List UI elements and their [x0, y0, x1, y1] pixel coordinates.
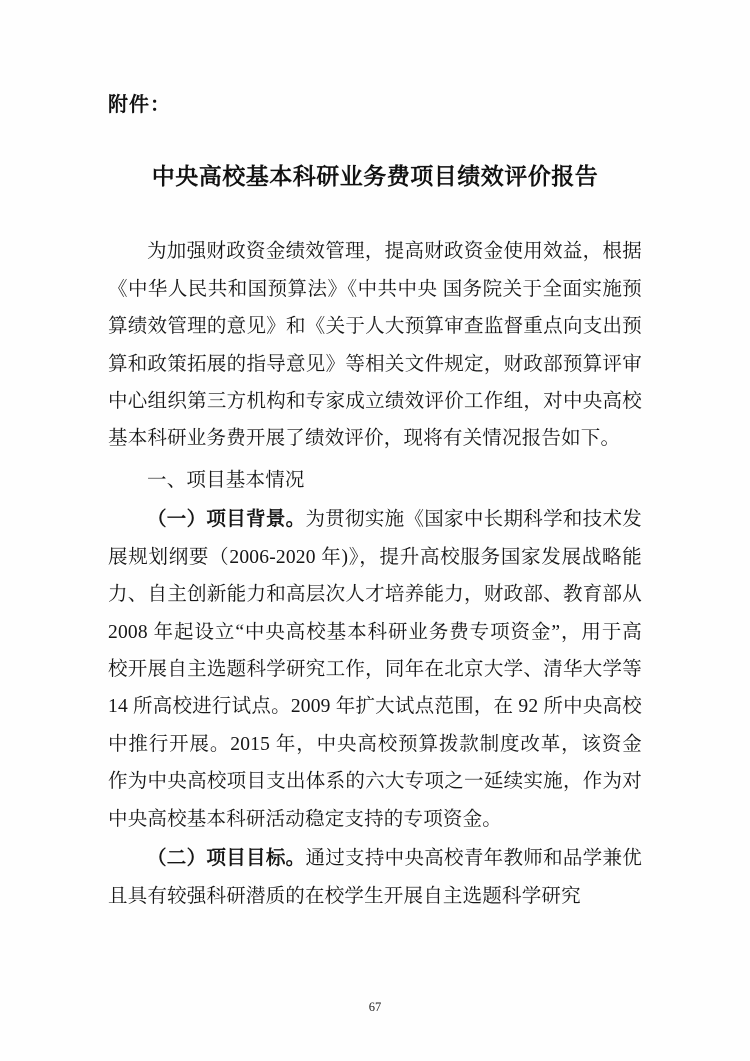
page-title: 中央高校基本科研业务费项目绩效评价报告 — [151, 164, 599, 189]
paragraph-intro — [108, 233, 642, 458]
section-heading-one — [108, 462, 642, 499]
section-heading-one-text: 一、项目基本情况 — [147, 469, 305, 491]
paragraph-project-goal-text: 通过支持中央高校青年教师和品学兼优且具有较强科研潜质的在校学生开展自主选题科学研究 — [108, 848, 642, 907]
paragraph-project-background — [108, 501, 642, 838]
paragraph-project-goal-lead: （二）项目目标。 — [147, 848, 306, 870]
paragraph-project-goal — [108, 840, 642, 915]
paragraph-project-background-text: 为贯彻实施《国家中长期科学和技术发展规划纲要（2006-2020 年)》，提升高校服务国家发展战略能力、自主创新能力和高层次人才培养能力，财政部、教育部从 2008 年起设立“中央高校基本科研业务费专项资金”，用于高校开展自主选题科学研究工作，同年在北京大学、清华大学等 14 所高校进行试点。2009 年扩大试点范围，在 92 所中央高校中推行开展。2015 年，中央高校预算拨款制度改革，该资金作为中央高校项目支出体系的六大专项之一延续实施，作为对中央高校基本科研活动稳定支持的专项资金。 — [108, 509, 642, 830]
page-number: 67 — [368, 1000, 382, 1014]
paragraph-project-background-lead: （一）项目背景。 — [147, 509, 306, 531]
paragraph-intro-text: 为加强财政资金绩效管理，提高财政资金使用效益，根据《中华人民共和国预算法》《中共中央 国务院关于全面实施预算绩效管理的意见》和《关于人大预算审查监督重点向支出预算和政策拓展的指导意见》等相关文件规定，财政部预算评审中心组织第三方机构和专家成立绩效评价工作组，对中央高校基本科研业务费开展了绩效评价，现将有关情况报告如下。 — [108, 241, 642, 450]
attachment-label: 附件： — [108, 94, 171, 116]
